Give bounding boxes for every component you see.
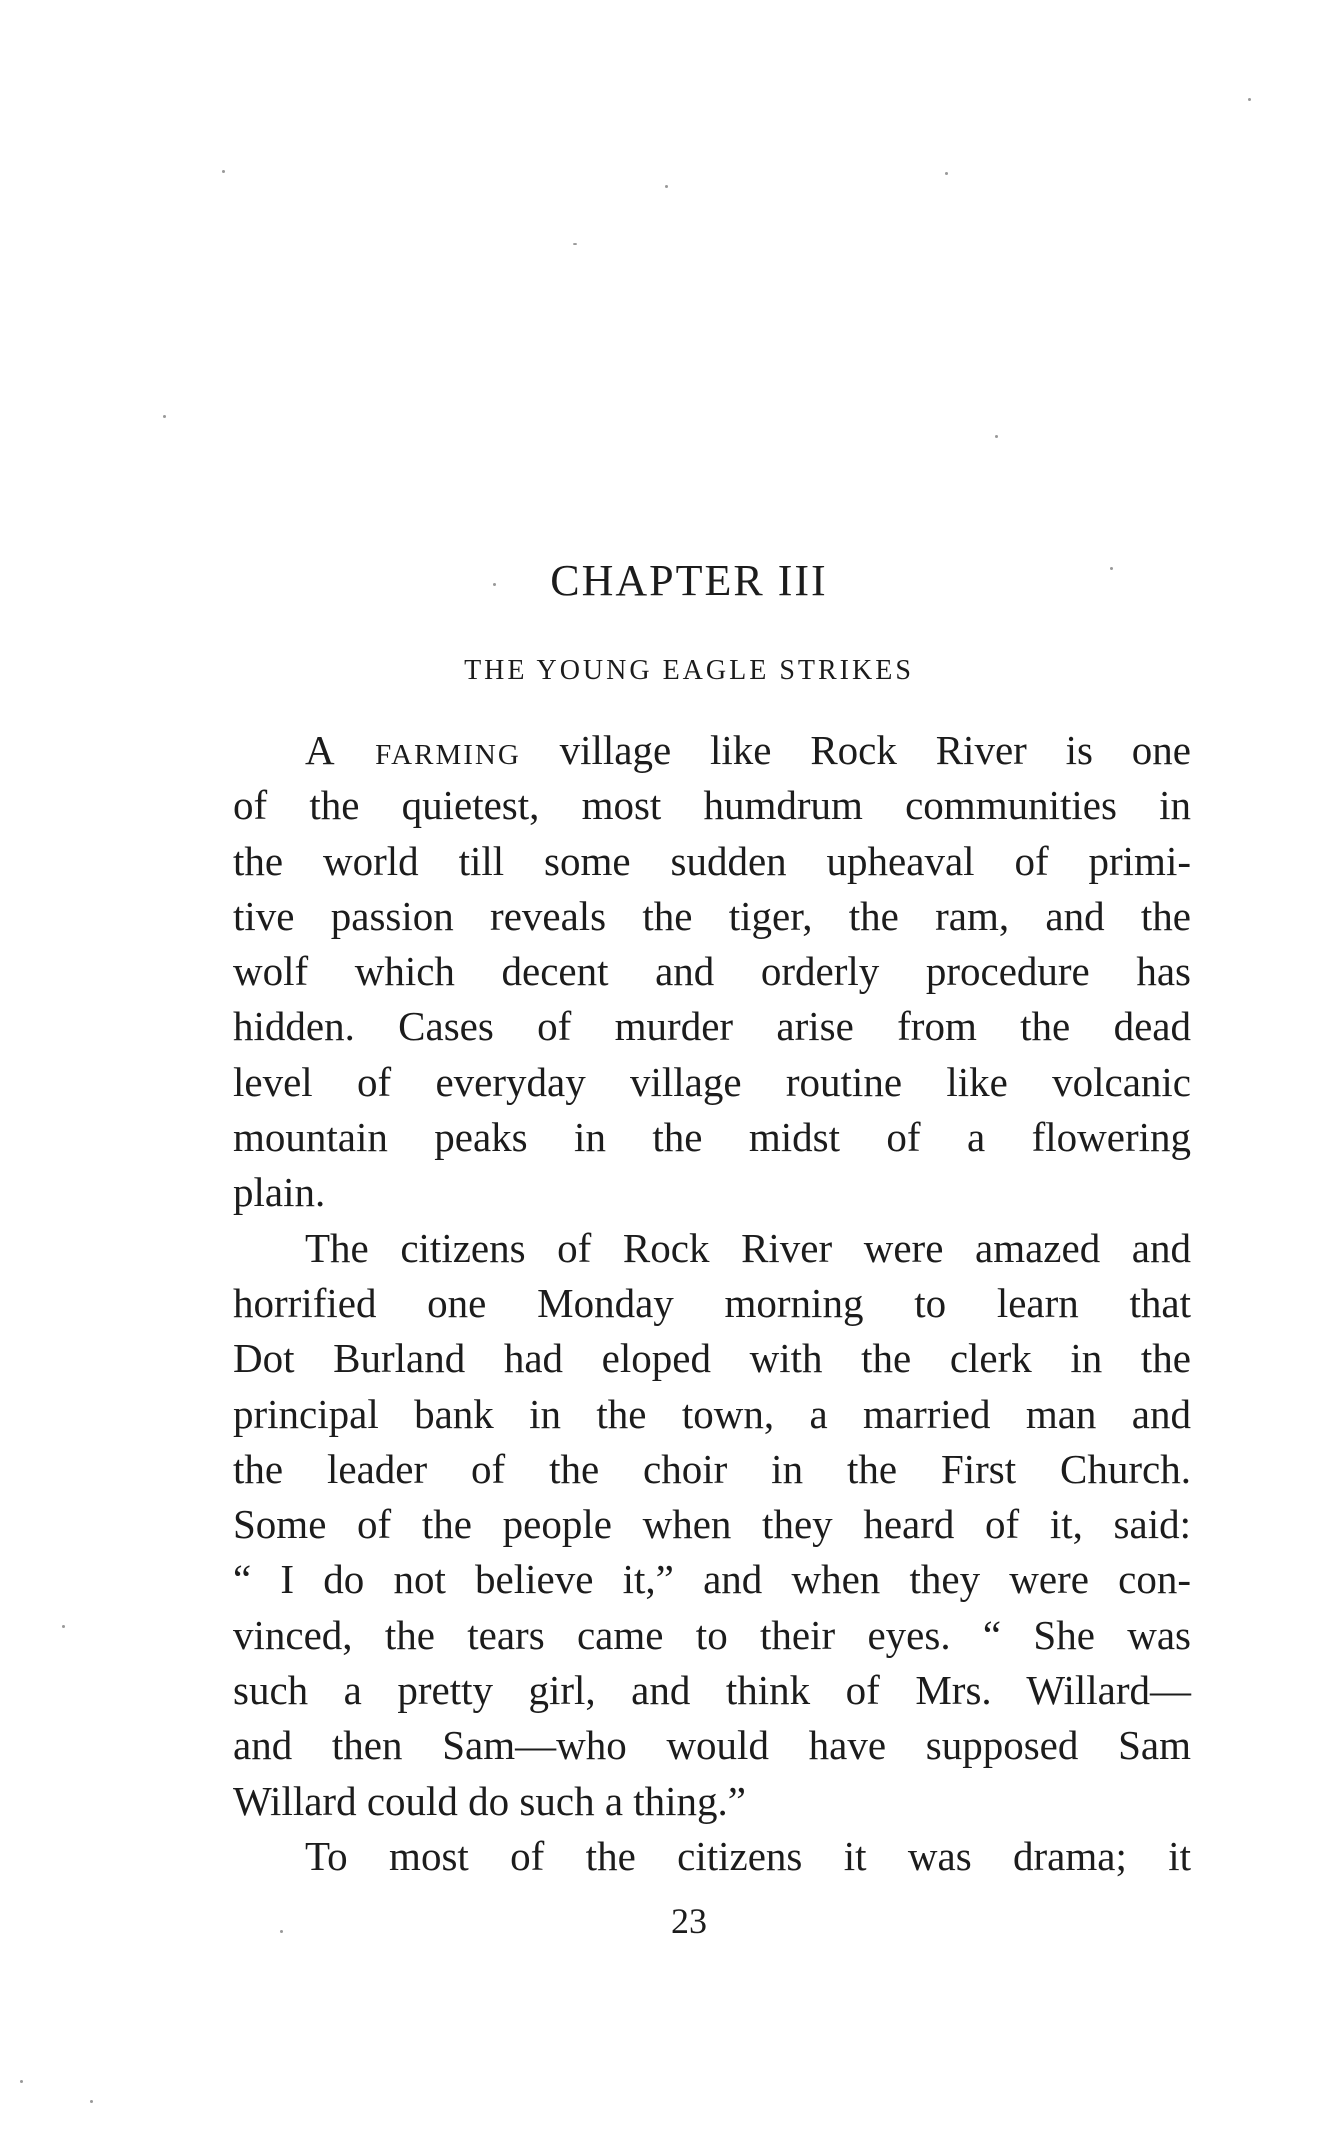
text-line: the world till some sudden upheaval of primi- — [233, 837, 1191, 884]
text-line: To most of the citizens it was drama; it — [305, 1832, 1191, 1879]
chapter-number: CHAPTER III — [550, 556, 828, 605]
text-line — [233, 723, 1191, 778]
chapter-body — [233, 723, 1191, 1884]
scan-speck — [665, 185, 668, 188]
page-number: 23 — [671, 1901, 707, 1941]
text-line: Willard could do such a thing.” — [233, 1777, 747, 1824]
text-line: The citizens of Rock River were amazed and — [305, 1224, 1191, 1271]
scan-speck — [995, 435, 998, 438]
text-line: tive passion reveals the tiger, the ram, and the — [233, 892, 1191, 939]
scan-speck — [90, 2100, 93, 2103]
text-line: Some of the people when they heard of it, said: — [233, 1501, 1191, 1548]
scan-speck — [62, 1625, 65, 1628]
lead-word: A farming — [305, 727, 521, 773]
scan-speck — [163, 415, 166, 418]
scan-speck — [1248, 98, 1251, 101]
text-line: wolf which decent and orderly procedure has — [233, 948, 1191, 995]
scan-speck — [945, 172, 948, 175]
text-line-content: village like Rock River is one — [520, 727, 1192, 773]
chapter-title: THE YOUNG EAGLE STRIKES — [464, 655, 914, 686]
text-line: horrified one Monday morning to learn that — [233, 1279, 1191, 1326]
text-line: principal bank in the town, a married man and — [233, 1390, 1191, 1437]
text-line: “ I do not believe it,” and when they were con- — [233, 1556, 1191, 1603]
text-line: plain. — [233, 1169, 326, 1216]
text-line: hidden. Cases of murder arise from the dead — [233, 1003, 1191, 1050]
text-line: the leader of the choir in the First Church. — [233, 1445, 1191, 1492]
text-line: vinced, the tears came to their eyes. “ She was — [233, 1611, 1191, 1658]
scan-speck — [20, 2080, 23, 2083]
text-line: such a pretty girl, and think of Mrs. Willard— — [233, 1667, 1191, 1714]
text-line: Dot Burland had eloped with the clerk in the — [233, 1335, 1191, 1382]
scan-speck — [222, 170, 225, 173]
text-line: mountain peaks in the midst of a flowering — [233, 1114, 1191, 1161]
scan-speck — [573, 243, 577, 245]
text-line: of the quietest, most humdrum communities in — [233, 782, 1191, 829]
text-line: and then Sam—who would have supposed Sam — [233, 1722, 1191, 1769]
text-line: level of everyday village routine like volcanic — [233, 1058, 1191, 1105]
